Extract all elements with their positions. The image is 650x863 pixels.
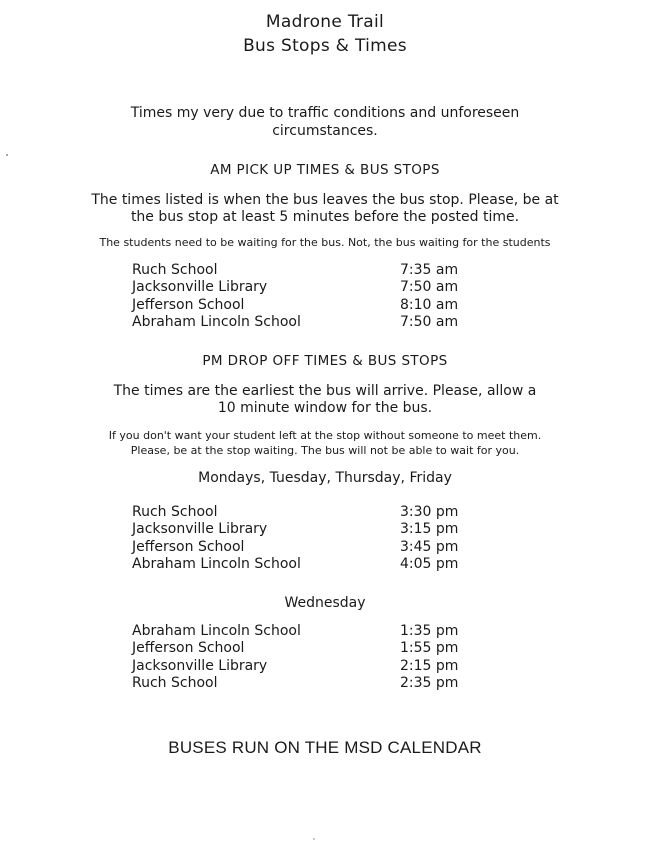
stop-name: Jacksonville Library <box>132 521 268 538</box>
stop-time: 1:35 pm <box>400 623 459 639</box>
schedule-row <box>132 297 472 314</box>
schedule-row <box>132 539 472 556</box>
am-note-line-1: The times listed is when the bus leaves the bus stop. Please, be at <box>91 192 559 208</box>
pm-note-line-2: 10 minute window for the bus. <box>217 400 433 416</box>
stop-time: 7:50 am <box>400 314 459 331</box>
stop-time: 3:15 pm <box>400 521 459 538</box>
schedule-row <box>132 504 472 521</box>
schedule-row <box>132 521 472 538</box>
stop-name: Ruch School <box>132 262 218 278</box>
pm-note-line-1: The times are the earliest the bus will arrive. Please, allow a <box>113 383 537 399</box>
stop-name: Jacksonville Library <box>132 657 268 674</box>
page-subtitle: Bus Stops & Times <box>243 36 407 56</box>
am-note-line-2: the bus stop at least 5 minutes before the posted time. <box>130 209 520 225</box>
disclaimer-line-1: Times my very due to traffic conditions and unforeseen <box>130 105 520 121</box>
stop-name: Jefferson School <box>132 640 245 657</box>
pm-weekday-schedule-table <box>132 504 472 574</box>
scan-speck <box>313 838 315 840</box>
stop-name: Jefferson School <box>132 538 245 555</box>
am-schedule-table <box>132 262 472 332</box>
am-small-note: The students need to be waiting for the bus. Not, the bus waiting for the students <box>99 236 551 249</box>
stop-name: Jacksonville Library <box>132 279 268 296</box>
stop-time: 1:55 pm <box>400 640 459 657</box>
stop-time: 4:05 pm <box>400 556 459 573</box>
stop-name: Abraham Lincoln School <box>132 556 301 573</box>
stop-name: Jefferson School <box>132 296 245 313</box>
stop-name: Abraham Lincoln School <box>132 314 301 331</box>
schedule-row <box>132 556 472 573</box>
stop-time: 7:35 am <box>400 262 459 278</box>
pm-small-note-line-1: If you don't want your student left at the stop without someone to meet them. <box>108 429 542 442</box>
calendar-footer: BUSES RUN ON THE MSD CALENDAR <box>168 738 482 757</box>
stop-time: 3:45 pm <box>400 538 459 555</box>
stop-time: 7:50 am <box>400 279 459 296</box>
page-title: Madrone Trail <box>265 12 385 32</box>
stop-name: Abraham Lincoln School <box>132 623 301 639</box>
schedule-row <box>132 279 472 296</box>
pm-small-note-line-2: Please, be at the stop waiting. The bus will not be able to wait for you. <box>130 444 520 457</box>
schedule-row <box>132 262 472 279</box>
am-section-heading: AM PICK UP TIMES & BUS STOPS <box>210 162 440 178</box>
schedule-row <box>132 640 472 657</box>
stop-time: 2:15 pm <box>400 657 459 674</box>
schedule-row <box>132 658 472 675</box>
wednesday-heading: Wednesday <box>284 595 366 611</box>
scan-speck <box>6 154 8 156</box>
stop-time: 3:30 pm <box>400 504 459 520</box>
stop-time: 2:35 pm <box>400 675 459 692</box>
schedule-row <box>132 623 472 640</box>
schedule-row <box>132 314 472 331</box>
schedule-row <box>132 675 472 692</box>
pm-section-heading: PM DROP OFF TIMES & BUS STOPS <box>202 353 448 369</box>
weekday-heading: Mondays, Tuesday, Thursday, Friday <box>198 470 452 486</box>
pm-wednesday-schedule-table <box>132 623 472 693</box>
stop-time: 8:10 am <box>400 296 459 313</box>
disclaimer-line-2: circumstances. <box>272 123 378 139</box>
stop-name: Ruch School <box>132 504 218 520</box>
stop-name: Ruch School <box>132 675 218 692</box>
